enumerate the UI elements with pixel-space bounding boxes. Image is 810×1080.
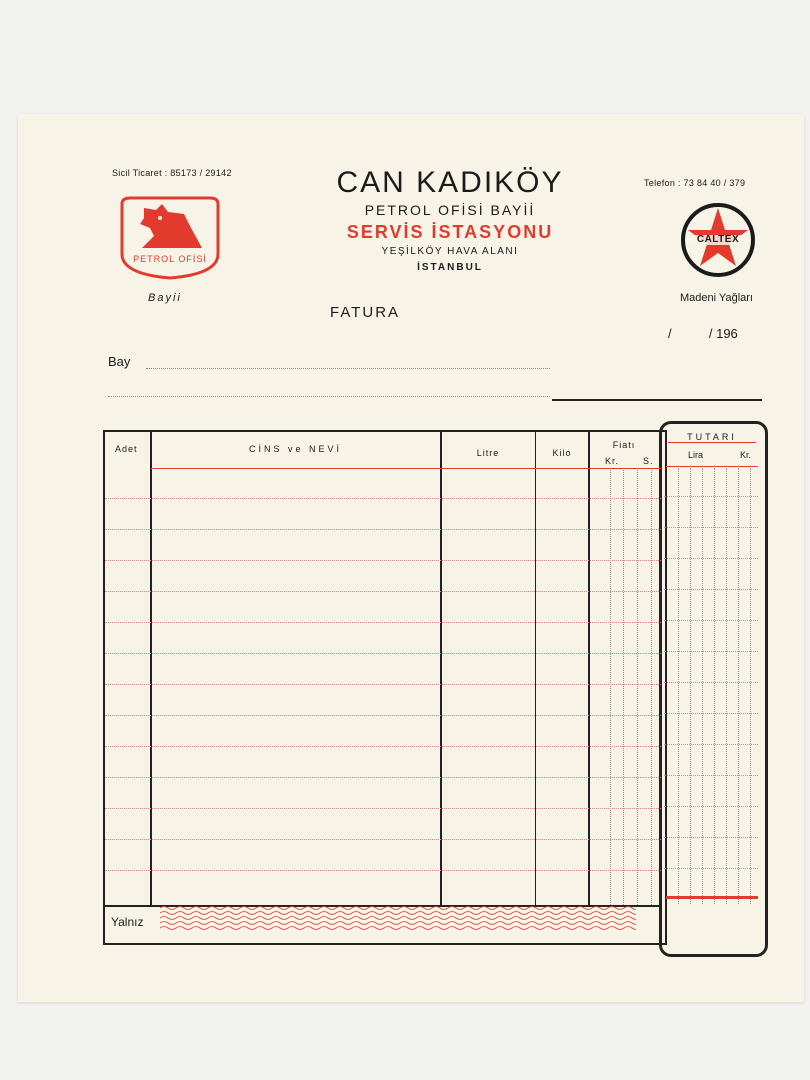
tutari-subcol	[738, 468, 740, 904]
tutari-subcol	[690, 468, 692, 904]
table-row	[105, 777, 661, 778]
tutari-subcol	[750, 468, 752, 904]
tutari-row	[664, 496, 758, 497]
header-underline	[151, 468, 661, 469]
address-line: YEŞİLKÖY HAVA ALANI	[381, 246, 519, 257]
customer-line-1[interactable]	[146, 368, 550, 369]
tutari-row	[664, 620, 758, 621]
phone-number: Telefon : 73 84 40 / 379	[644, 178, 746, 188]
table-row	[105, 591, 661, 592]
tutari-row	[664, 682, 758, 683]
tutari-row	[664, 868, 758, 869]
date-year: / 196	[708, 326, 738, 341]
dealer-line: PETROL OFİSİ BAYİİ	[364, 202, 536, 218]
petrol-ofisi-logo	[114, 194, 226, 282]
table-row	[105, 839, 661, 840]
dealer-caption: Bayii	[148, 292, 182, 304]
header-kilo: Kilo	[552, 448, 572, 458]
caltex-text: CALTEX	[696, 234, 740, 245]
amount-in-words-label: Yalnız	[111, 915, 144, 929]
tutari-row	[664, 527, 758, 528]
header-cins: CİNS ve NEVİ	[248, 444, 342, 454]
col-divider-cins	[440, 432, 442, 905]
service-station-line: SERVİS İSTASYONU	[346, 222, 554, 242]
tutari-row	[664, 837, 758, 838]
tutari-row	[664, 713, 758, 714]
table-row	[105, 560, 661, 561]
tutari-row	[664, 775, 758, 776]
tutari-row	[664, 651, 758, 652]
tutari-row	[664, 589, 758, 590]
amount-in-words-field[interactable]	[160, 905, 636, 931]
customer-line-2[interactable]	[108, 396, 550, 397]
petrol-ofisi-text: PETROL OFİSİ	[133, 254, 207, 264]
invoice-title: FATURA	[330, 304, 401, 321]
city-line: İSTANBUL	[417, 262, 483, 273]
tutari-subcol	[702, 468, 704, 904]
tutari-row	[664, 744, 758, 745]
table-row	[105, 870, 661, 871]
header-tutari-lira: Lira	[688, 450, 704, 460]
tutari-subcol	[714, 468, 716, 904]
invoice-sheet	[18, 114, 804, 1002]
date-slash: /	[668, 326, 672, 341]
table-row	[105, 529, 661, 530]
table-row	[105, 684, 661, 685]
header-fiati-kr: Kr.	[605, 456, 620, 466]
header-litre: Litre	[476, 448, 500, 458]
wolf-head-icon	[140, 204, 202, 248]
caltex-logo	[680, 202, 756, 278]
header-tutari-kr: Kr.	[740, 450, 752, 460]
lubricants-caption: Madeni Yağları	[680, 292, 753, 304]
tutari-row	[664, 806, 758, 807]
tutari-subcol	[726, 468, 728, 904]
header-fiati-s: S.	[643, 456, 654, 466]
tutari-top-line	[668, 442, 756, 443]
col-divider-kilo	[588, 432, 590, 905]
table-row	[105, 808, 661, 809]
table-row	[105, 715, 661, 716]
table-row	[105, 498, 661, 499]
table-row	[105, 622, 661, 623]
tutari-header-underline	[666, 466, 758, 467]
table-row	[105, 653, 661, 654]
header-adet: Adet	[115, 444, 138, 454]
header-fiati: Fiatı	[612, 440, 636, 450]
items-table	[103, 430, 667, 945]
customer-label: Bay	[108, 354, 131, 369]
company-name: CAN KADIKÖY	[336, 166, 564, 199]
signature-line	[552, 399, 762, 401]
date-field[interactable]	[668, 326, 738, 341]
tutari-row	[664, 558, 758, 559]
col-divider-adet	[150, 432, 152, 905]
header-tutari: TUTARI	[687, 432, 737, 442]
col-divider-litre	[535, 432, 536, 905]
table-row	[105, 746, 661, 747]
tutari-subcol	[678, 468, 680, 904]
total-line	[666, 896, 758, 899]
trade-registry: Sicil Ticaret : 85173 / 29142	[112, 168, 232, 178]
